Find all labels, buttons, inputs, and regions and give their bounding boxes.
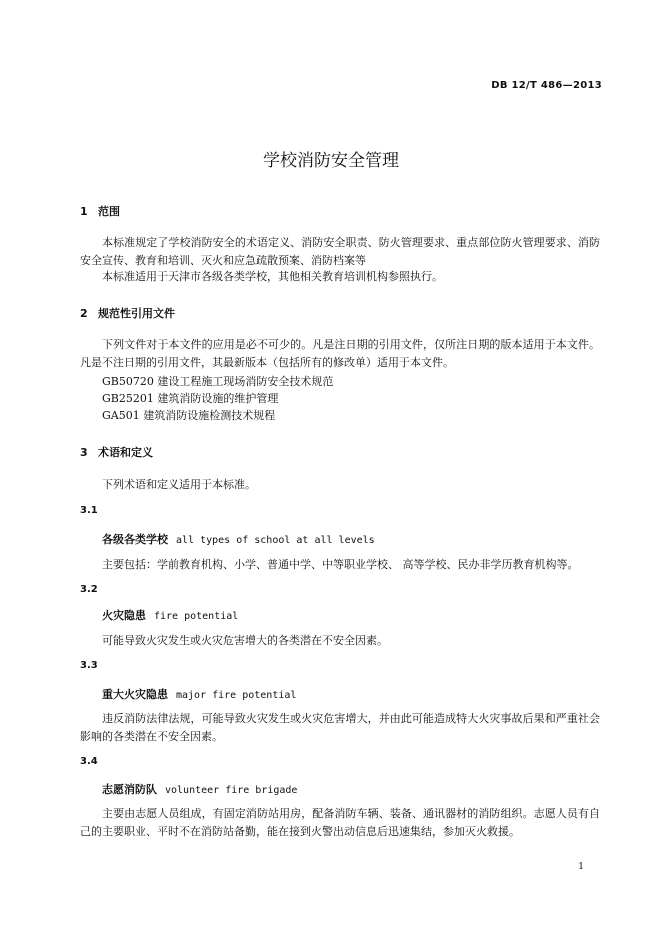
- term-heading: [102, 607, 238, 623]
- reference-item: GB50720 建设工程施工现场消防安全技术规范: [102, 375, 334, 388]
- term-definition: 主要由志愿人员组成，有固定消防站用房，配备消防车辆、装备、通讯器材的消防组织。志愿人员有自己的主要职业、平时不在消防站备勤，能在接到火警出动信息后迅速集结，参加灭火救援。: [80, 807, 600, 838]
- term-heading: [102, 531, 375, 547]
- term-number: 3.3: [80, 660, 98, 671]
- section-title: 术语和定义: [98, 446, 153, 459]
- term-heading: [102, 686, 296, 702]
- document-title: 学校消防安全管理: [263, 151, 399, 171]
- reference-item: GB25201 建筑消防设施的维护管理: [102, 392, 279, 405]
- section-number: 2: [80, 307, 88, 320]
- paragraph: 本标准规定了学校消防安全的术语定义、消防安全职责、防火管理要求、重点部位防火管理要求、消防安全宣传、教育和培训、灭火和应急疏散预案、消防档案等: [80, 236, 600, 267]
- term-number: 3.1: [80, 505, 98, 516]
- term-number: 3.2: [80, 584, 98, 595]
- paragraph: 本标准适用于天津市各级各类学校，其他相关教育培训机构参照执行。: [102, 270, 443, 283]
- reference-item: GA501 建筑消防设施检测技术规程: [102, 409, 276, 422]
- standard-code: DB 12/T 486—2013: [491, 80, 602, 91]
- term-definition: 违反消防法律法规，可能导致火灾发生或火灾危害增大，并由此可能造成特大火灾事故后果和严重社会影响的各类潜在不安全因素。: [80, 712, 600, 743]
- term-definition: 主要包括：学前教育机构、小学、普通中学、中等职业学校、 高等学校、民办非学历教育机构等。: [102, 558, 579, 571]
- term-name-en: all types of school at all levels: [176, 535, 375, 546]
- term-name-en: volunteer fire brigade: [165, 785, 298, 796]
- paragraph: 下列术语和定义适用于本标准。: [102, 478, 256, 491]
- section-heading-normative-references: [80, 305, 175, 321]
- paragraph: 下列文件对于本文件的应用是必不可少的。凡是注日期的引用文件，仅所注日期的版本适用于本文件。凡是不注日期的引用文件，其最新版本（包括所有的修改单）适用于本文件。: [80, 338, 600, 369]
- term-name-zh: 火灾隐患: [102, 609, 146, 622]
- section-number: 3: [80, 446, 88, 459]
- section-title: 范围: [98, 205, 120, 218]
- page-number: 1: [578, 862, 584, 872]
- term-name-zh: 重大火灾隐患: [102, 688, 168, 701]
- term-name-en: fire potential: [154, 611, 239, 622]
- term-definition: 可能导致火灾发生或火灾危害增大的各类潜在不安全因素。: [102, 634, 388, 647]
- term-heading: [102, 781, 297, 797]
- term-number: 3.4: [80, 756, 98, 767]
- term-name-zh: 志愿消防队: [102, 783, 157, 796]
- term-name-zh: 各级各类学校: [102, 533, 168, 546]
- term-name-en: major fire potential: [176, 690, 297, 701]
- section-heading-terms: [80, 444, 153, 460]
- section-title: 规范性引用文件: [98, 307, 175, 320]
- section-number: 1: [80, 205, 88, 218]
- section-heading-scope: [80, 203, 120, 219]
